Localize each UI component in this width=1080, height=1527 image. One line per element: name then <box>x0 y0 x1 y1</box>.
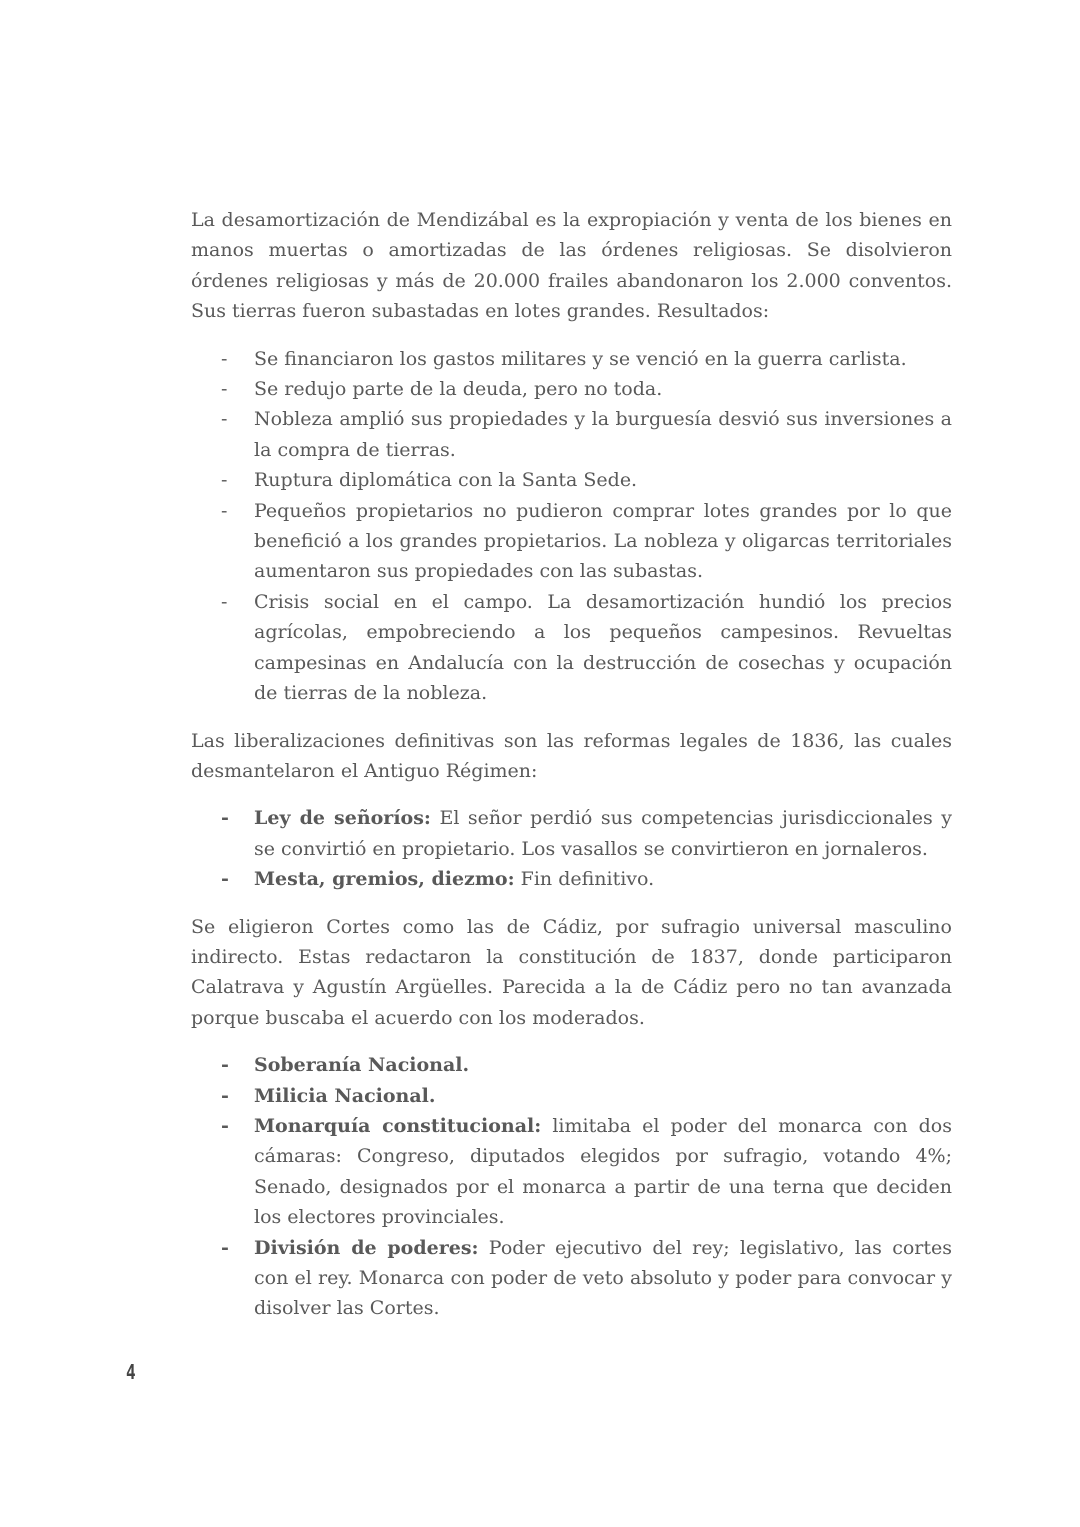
bullet-dash: - <box>221 408 228 431</box>
list-item-text: Ruptura diplomática con la Santa Sede. <box>254 469 638 492</box>
results-list <box>191 344 952 709</box>
list-item-term: Ley de señoríos: <box>254 807 431 830</box>
list-item <box>191 1233 952 1324</box>
bullet-dash: - <box>221 1236 229 1259</box>
list-item-text: Pequeños propietarios no pudieron comprar lotes grandes por lo que benefició a los grandes propietarios. La nobleza y oligarcas territoriales aumentaron sus propiedades con las subastas. <box>254 499 952 583</box>
cortes-paragraph: Se eligieron Cortes como las de Cádiz, por sufragio universal masculino indirecto. Estas redactaron la constitución de 1837, donde participaron Calatrava y Agustín Argüelles. Parecida a la de Cádiz pero no tan avanzada porque buscaba el acuerdo con los moderados. <box>191 915 952 1029</box>
page-number: 4 <box>126 1360 136 1384</box>
constitution-list <box>191 1050 952 1324</box>
bullet-dash: - <box>221 868 229 891</box>
list-item-text: Nobleza amplió sus propiedades y la burguesía desvió sus inversiones a la compra de tierras. <box>254 408 952 461</box>
list-item <box>191 864 952 894</box>
list-item-term: Monarquía constitucional: <box>254 1114 542 1137</box>
bullet-dash: - <box>221 807 229 830</box>
list-item <box>191 1081 952 1111</box>
list-item-text: Fin definitivo. <box>514 868 655 891</box>
list-item-term: Mesta, gremios, diezmo: <box>254 868 515 891</box>
list-item <box>191 465 952 495</box>
bullet-dash: - <box>221 1084 229 1107</box>
bullet-dash: - <box>221 378 228 401</box>
intro-paragraph: La desamortización de Mendizábal es la expropiación y venta de los bienes en manos muertas o amortizadas de las órdenes religiosas. Se disolvieron órdenes religiosas y más de 20.000 frailes abandonaron los 2.000 conventos. Sus tierras fueron subastadas en lotes grandes. Resultados: <box>191 209 952 323</box>
reforms-list <box>191 803 952 894</box>
list-item-text: Se financiaron los gastos militares y se venció en la guerra carlista. <box>254 347 907 370</box>
liberalization-paragraph: Las liberalizaciones definitivas son las reformas legales de 1836, las cuales desmantelaron el Antiguo Régimen: <box>191 729 952 782</box>
list-item-term: Soberanía Nacional. <box>254 1054 470 1077</box>
list-item <box>191 374 952 404</box>
list-item <box>191 344 952 374</box>
list-item <box>191 496 952 587</box>
bullet-dash: - <box>221 469 228 492</box>
list-item <box>191 803 952 864</box>
list-item <box>191 404 952 465</box>
list-item-text: El señor perdió sus competencias jurisdiccionales y se convirtió en propietario. Los vasallos se convirtieron en jornaleros. <box>254 807 952 860</box>
list-item-text: Crisis social en el campo. La desamortización hundió los precios agrícolas, empobreciendo a los pequeños campesinos. Revueltas campesinas en Andalucía con la destrucción de cosechas y ocupación de tierras de la nobleza. <box>254 590 952 705</box>
bullet-dash: - <box>221 347 228 370</box>
list-item-term: División de poderes: <box>254 1236 479 1259</box>
page-content <box>191 205 952 1341</box>
bullet-dash: - <box>221 1054 229 1077</box>
list-item-text: limitaba el poder del monarca con dos cámaras: Congreso, diputados elegidos por sufragio, votando 4%; Senado, designados por el monarca a partir de una terna que deciden los electores provinciales. <box>254 1114 952 1229</box>
bullet-dash: - <box>221 1114 229 1137</box>
list-item-text: Se redujo parte de la deuda, pero no toda. <box>254 378 663 401</box>
list-item-text: Poder ejecutivo del rey; legislativo, las cortes con el rey. Monarca con poder de veto absoluto y poder para convocar y disolver las Cortes. <box>254 1236 952 1320</box>
list-item-term: Milicia Nacional. <box>254 1084 436 1107</box>
list-item <box>191 1050 952 1080</box>
bullet-dash: - <box>221 499 228 522</box>
list-item <box>191 1111 952 1233</box>
list-item <box>191 587 952 709</box>
bullet-dash: - <box>221 590 228 613</box>
